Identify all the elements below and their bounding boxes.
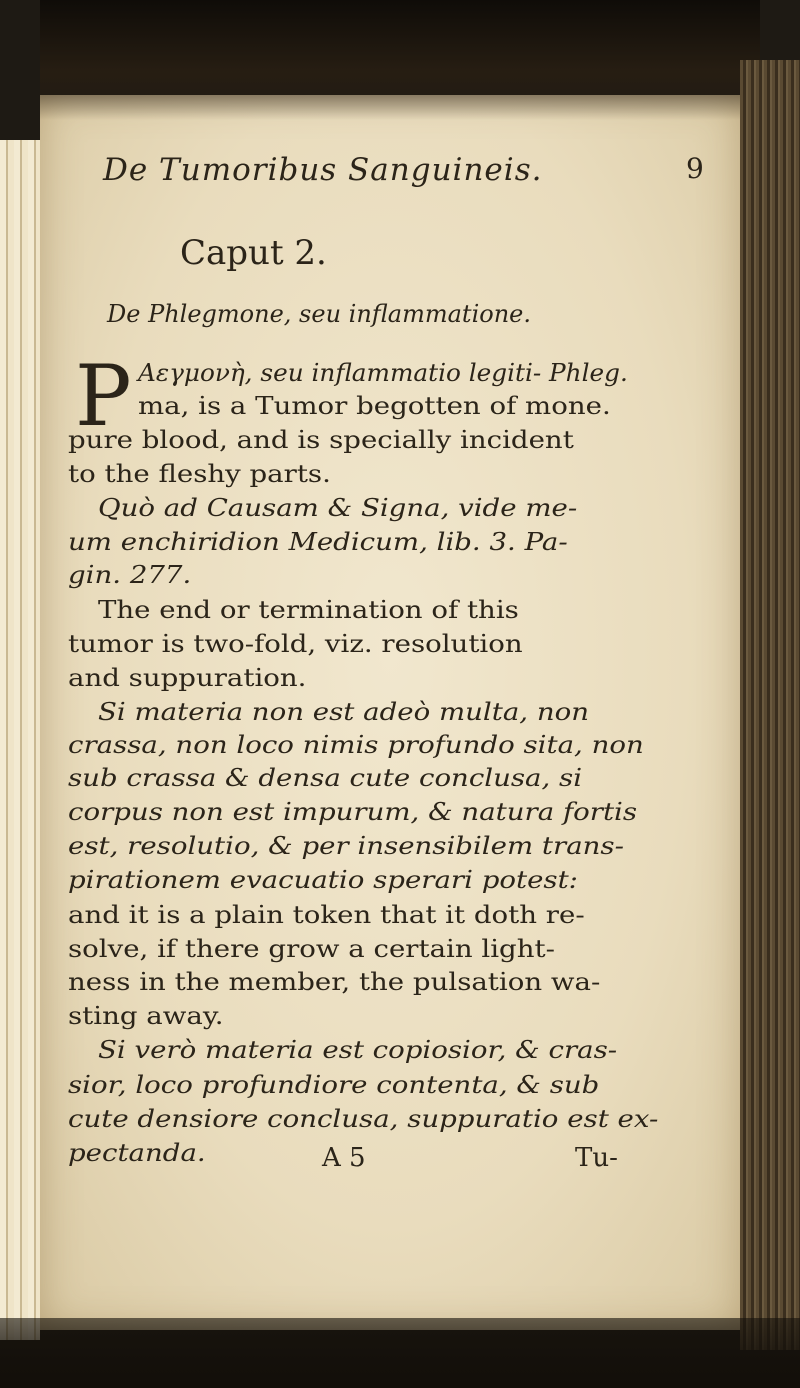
bottom-shadow — [0, 1318, 800, 1388]
text-line: ness in the member, the pulsation wa- — [68, 968, 601, 996]
text-line: um enchiridion Medicum, lib. 3. Pa- — [68, 528, 568, 556]
signature-mark: A 5 — [322, 1143, 366, 1173]
right-page-edges — [740, 60, 800, 1350]
left-page-edge — [0, 140, 40, 1340]
text-line: sting away. — [68, 1002, 224, 1030]
text-line: Si materia non est adeò multa, non — [98, 698, 589, 726]
text-line: The end or termination of this — [98, 596, 519, 624]
text-line: pure blood, and is specially incident — [68, 426, 574, 454]
text-line: tumor is two-fold, viz. resolution — [68, 630, 523, 658]
text-line: pirationem evacuatio sperari potest: — [68, 866, 578, 894]
catchword: Tu- — [575, 1143, 618, 1173]
text-line: gin. 277. — [68, 561, 192, 589]
text-line: Quò ad Causam & Signa, vide me- — [98, 494, 578, 522]
text-line: to the fleshy parts. — [68, 460, 331, 488]
text-line: and it is a plain token that it doth re- — [68, 901, 585, 929]
text-line: Si verò materia est copiosior, & cras- — [98, 1036, 618, 1064]
text-line: sub crassa & densa cute conclusa, si — [68, 764, 583, 792]
page-top-shadow — [40, 0, 760, 120]
text-line: and suppuration. — [68, 664, 307, 692]
chapter-subtitle: De Phlegmone, seu inflammatione. — [107, 300, 531, 328]
text-line: pectanda. — [68, 1139, 206, 1167]
chapter-title: Caput 2. — [180, 233, 327, 273]
text-line: solve, if there grow a certain light- — [68, 935, 555, 963]
text-line: sior, loco profundiore contenta, & sub — [68, 1071, 600, 1099]
drop-cap: P — [75, 347, 132, 445]
text-line: ma, is a Tumor begotten of mone. — [138, 392, 611, 420]
text-line: cute densiore conclusa, suppuratio est ex- — [68, 1105, 659, 1133]
text-line: corpus non est impurum, & natura fortis — [68, 798, 638, 826]
text-line: est, resolutio, & per insensibilem trans- — [68, 832, 624, 860]
text-line: Αεγμονὴ, seu inflammatio legiti- Phleg. — [138, 359, 628, 387]
page-number: 9 — [686, 152, 704, 185]
text-line: crassa, non loco nimis profundo sita, non — [68, 731, 644, 759]
running-head: De Tumoribus Sanguineis. — [103, 152, 543, 188]
